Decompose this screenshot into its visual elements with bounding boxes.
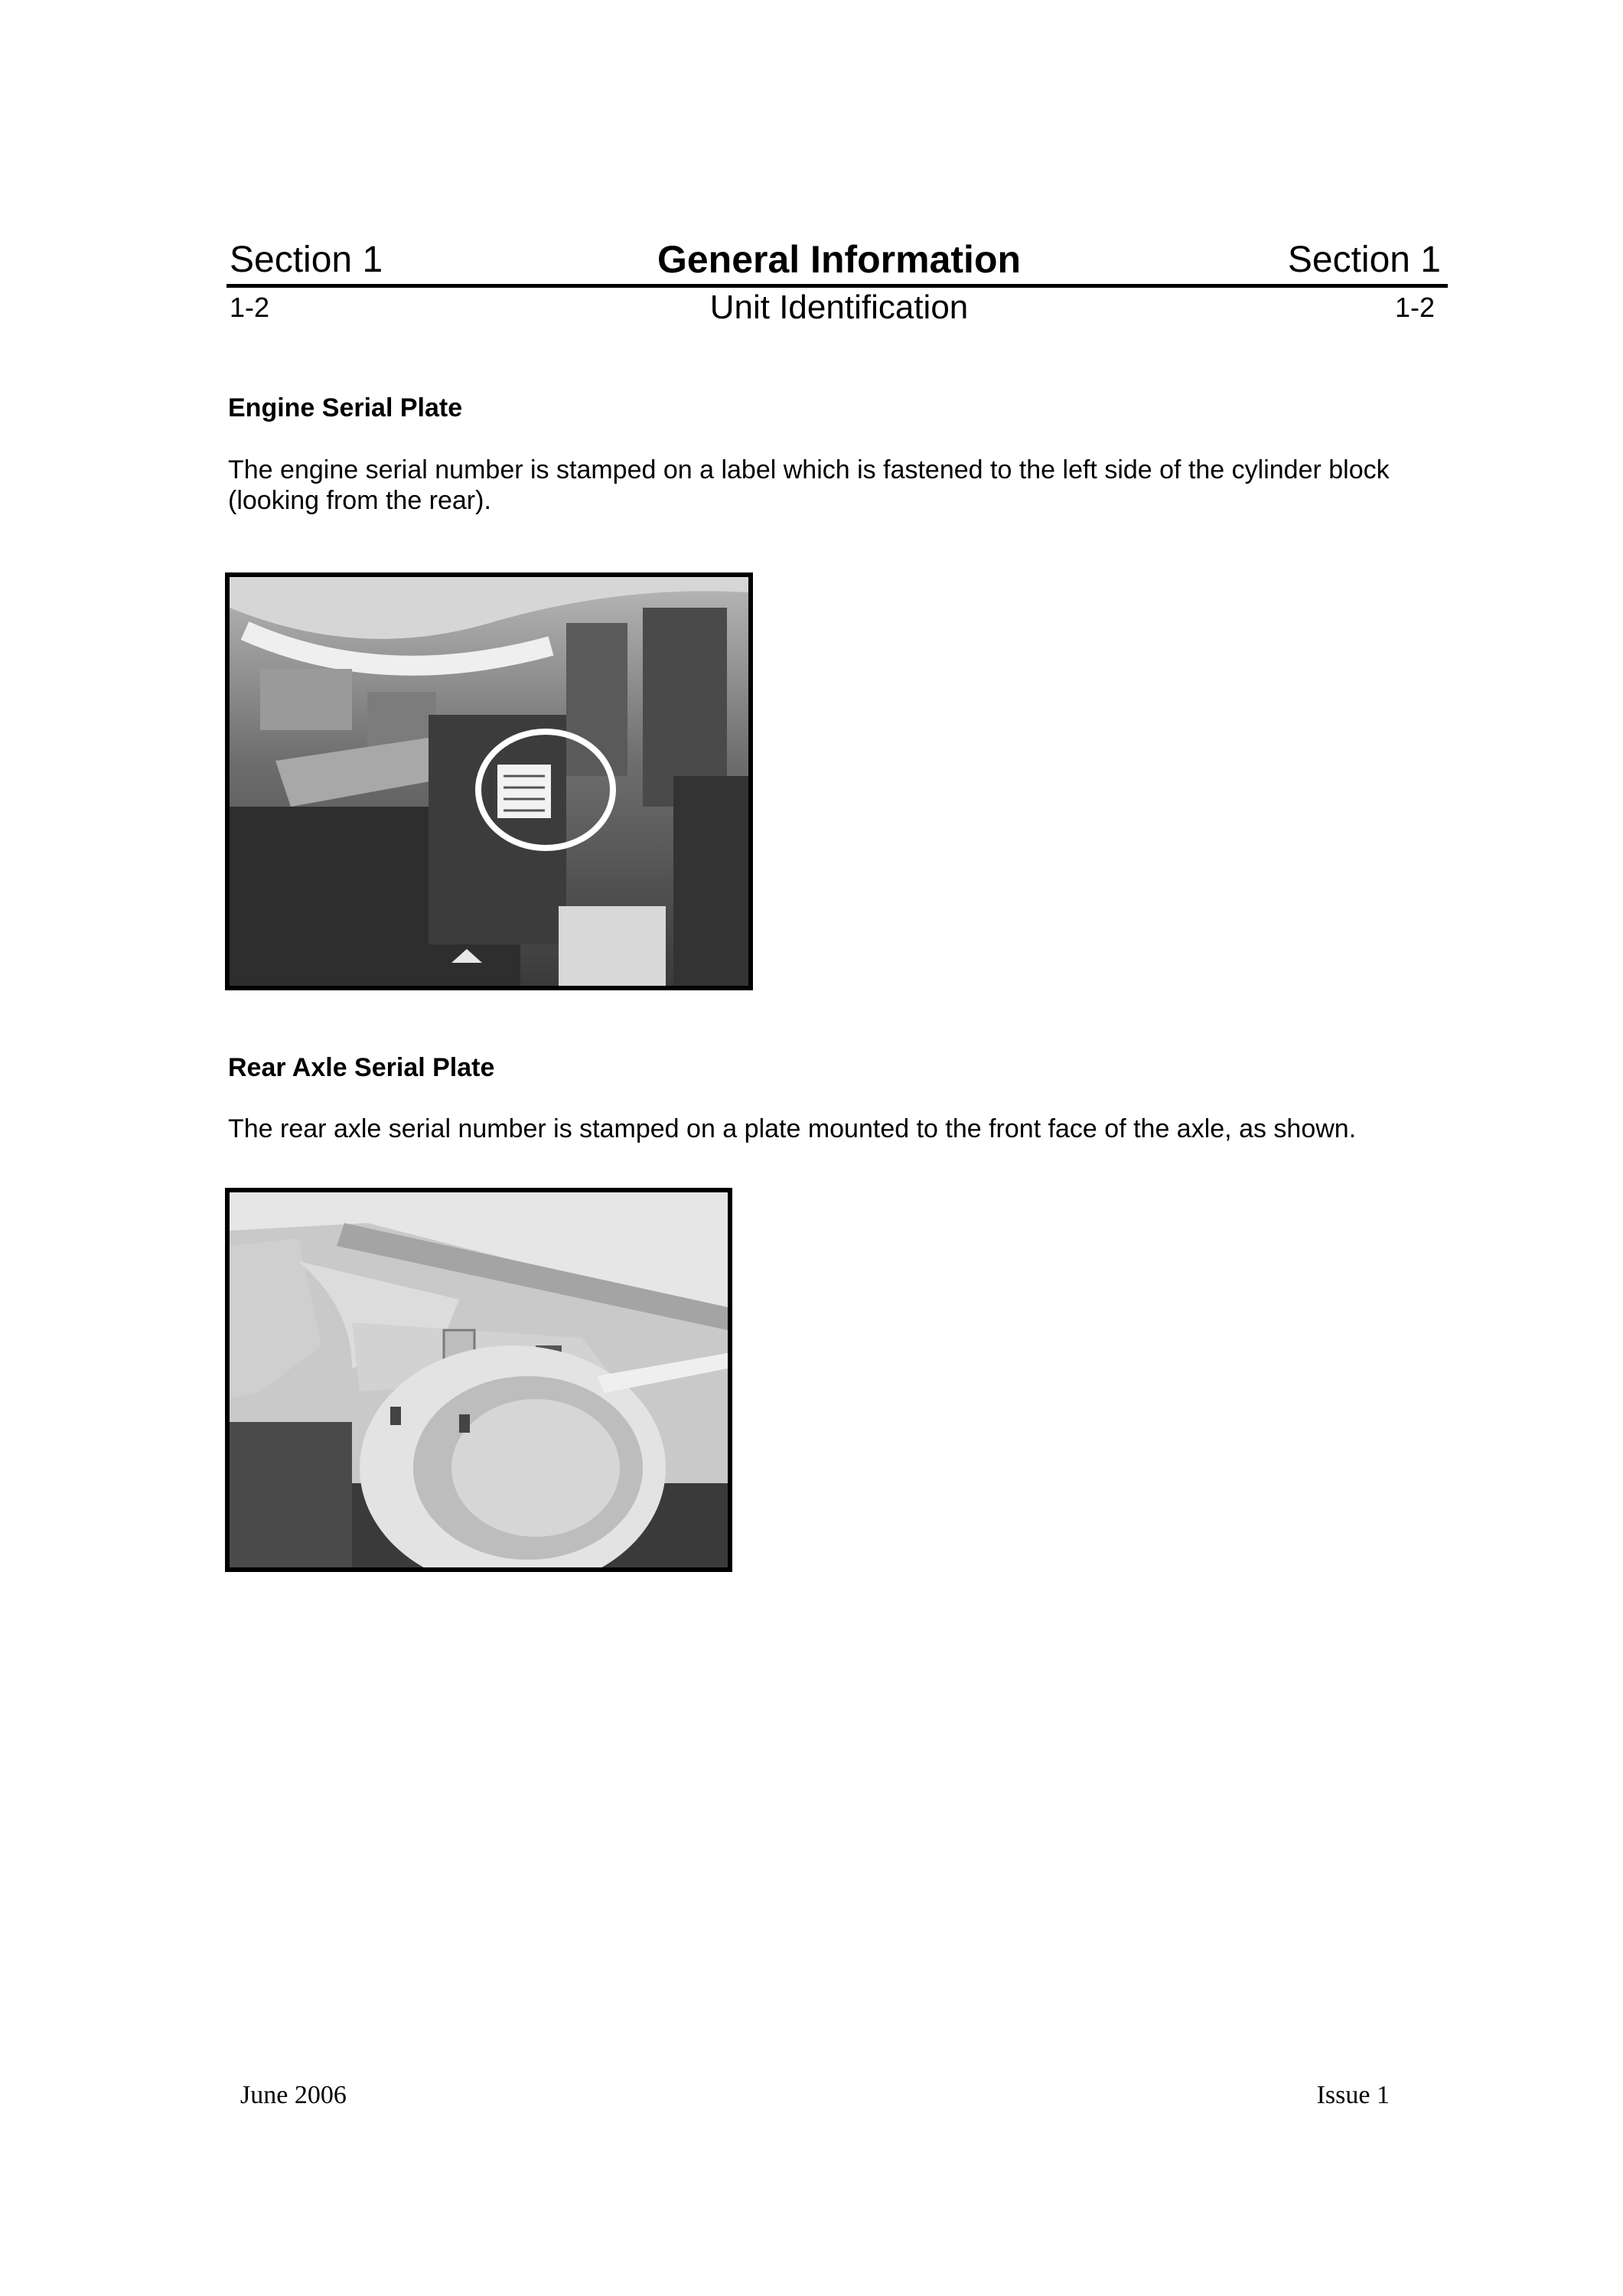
axle-plate-text: The rear axle serial number is stamped on a plate mounted to the front face of the axle, as shown. xyxy=(228,1114,1357,1143)
axle-plate-heading: Rear Axle Serial Plate xyxy=(228,1053,495,1082)
page-subtitle: Unit Identification xyxy=(709,289,969,326)
engine-plate-text: The engine serial number is stamped on a label which is fastened to the left side of the cylinder block (looking from the rear). xyxy=(228,455,1390,515)
header-section-left: Section 1 xyxy=(230,240,383,280)
page-title: General Information xyxy=(657,238,1022,281)
engine-serial-plate-photo xyxy=(225,572,753,990)
footer-issue: Issue 1 xyxy=(1316,2081,1390,2109)
header-page-number-left: 1-2 xyxy=(230,292,270,323)
footer-date: June 2006 xyxy=(240,2081,347,2109)
engine-photo-image xyxy=(230,577,748,986)
header-section-right: Section 1 xyxy=(1287,240,1441,280)
header-page-number-right: 1-2 xyxy=(1394,292,1435,323)
engine-plate-heading: Engine Serial Plate xyxy=(228,393,463,422)
rear-axle-serial-plate-photo xyxy=(225,1188,732,1572)
axle-photo-image xyxy=(230,1192,728,1567)
